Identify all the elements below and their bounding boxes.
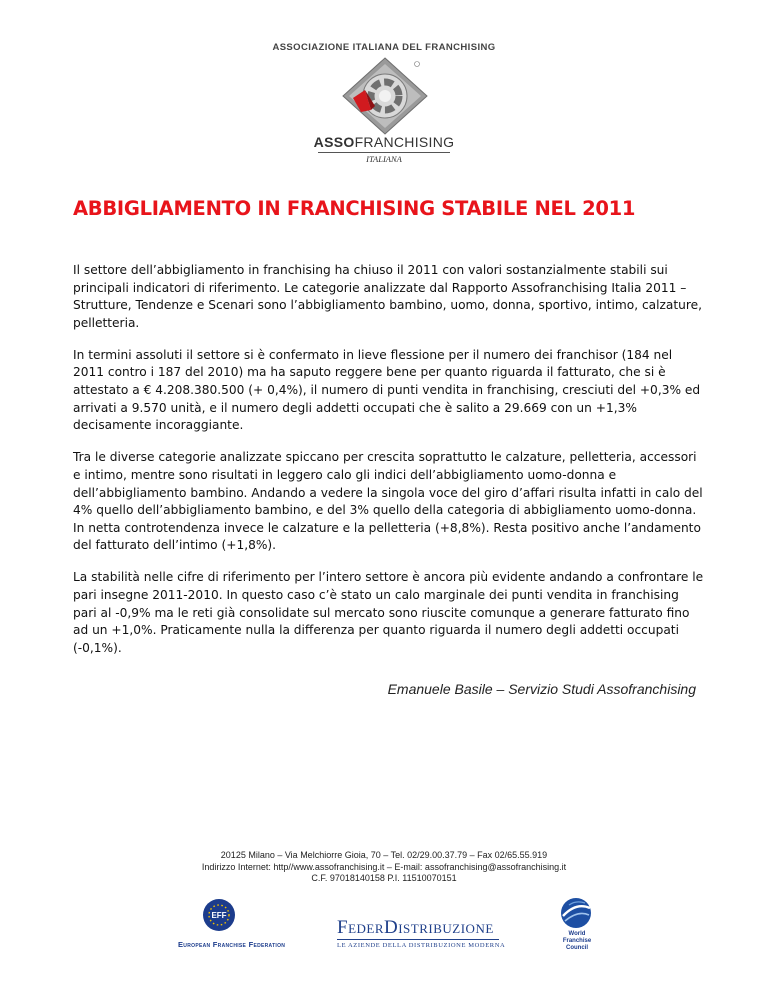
association-name: ASSOCIAZIONE ITALIANA DEL FRANCHISING [272, 42, 496, 53]
eff-logo [178, 898, 288, 954]
logo-subtitle: ITALIANA [366, 154, 402, 164]
footer-tax-ids: C.F. 97018140158 P.I. 11510070151 [311, 873, 457, 883]
article-title: ABBIGLIAMENTO IN FRANCHISING STABILE NEL 2011 [73, 197, 636, 220]
assofranchising-logo-icon [335, 56, 435, 136]
svg-text:EFF: EFF [211, 911, 227, 920]
paragraph: Tra le diverse categorie analizzate spiccano per crescita soprattutto le calzature, pelletteria, accessori e intimo, mentre sono risultati in leggero calo gli indici dell’abbigliamento uomo-donna e dell’abbigliamento bambino. Andando a vedere la singola voce del giro d’affari risulta infatti in calo del 4% quello dell’abbigliamento bambino, e del 3% quello della categoria di abbigliamento uomo-donna. In netta controtendenza invece le calzature e la pelletteria (+8,8%). Resta positivo anche l’andamento del fatturato dell’intimo (+1,8%). [73, 450, 703, 553]
wfc-label: World Franchise Council [562, 931, 592, 951]
paragraph: La stabilità nelle cifre di riferimento per l’intero settore è ancora più evidente andando a confrontare le pari insegne 2011-2010. In questo caso c’è stato un calo marginale dei punti vendita in franchising pari al -0,9% ma le reti già consolidate sul mercato sono riuscite comunque a generare fatturato fino ad un +1,0%. Praticamente nulla la differenza per quanto riguarda il numero degli addetti occupati (-0,1%). [73, 570, 704, 655]
article-body [73, 262, 705, 672]
federdistribuzione-logo [337, 918, 537, 948]
logo-wordmark: ASSOFRANCHISING [313, 134, 455, 150]
paragraph: Il settore dell’abbigliamento in franchising ha chiuso il 2011 con valori sostanzialmente stabili sui principali indicatori di riferimento. Le categorie analizzate dal Rapporto Assofranchising Italia 2011 – Strutture, Tendenze e Scenari sono l’abbigliamento bambino, uomo, donna, sportivo, intimo, calzature, pelletteria. [73, 263, 703, 330]
paragraph: In termini assoluti il settore si è confermato in lieve flessione per il numero dei franchisor (184 nel 2011 contro i 187 del 2010) ma ha saputo reggere bene per quanto riguarda il fatturato, che si è attestato a € 4.208.380.500 (+ 0,4%), il numero di punti vendita in franchising, cresciuti del +0,3% ed arrivati a 9.570 unità, e il numero degli addetti occupati che è salito a 29.669 con un +1,3% decisamente incoraggiante. [73, 347, 701, 433]
footer-address: 20125 Milano – Via Melchiorre Gioia, 70 – Tel. 02/29.00.37.79 – Fax 02/65.55.919 [220, 850, 548, 860]
logo-divider [318, 152, 450, 153]
footer-contacts [0, 850, 768, 885]
federdistribuzione-wordmark: FederDistribuzione [337, 917, 494, 938]
footer-internet: Indirizzo Internet: http//www.assofranchising.it – E-mail: assofranchising@assofranchising.it [201, 861, 567, 872]
world-franchise-council-logo [555, 896, 599, 960]
globe-icon [559, 896, 593, 930]
author-signature: Emanuele Basile – Servizio Studi Assofranchising [387, 681, 696, 697]
federdistribuzione-tagline: LE AZIENDE DELLA DISTRIBUZIONE MODERNA [337, 942, 506, 949]
eff-emblem-icon [202, 898, 236, 932]
federdistribuzione-rule [337, 939, 499, 940]
eff-label: European Franchise Federation [178, 940, 286, 949]
